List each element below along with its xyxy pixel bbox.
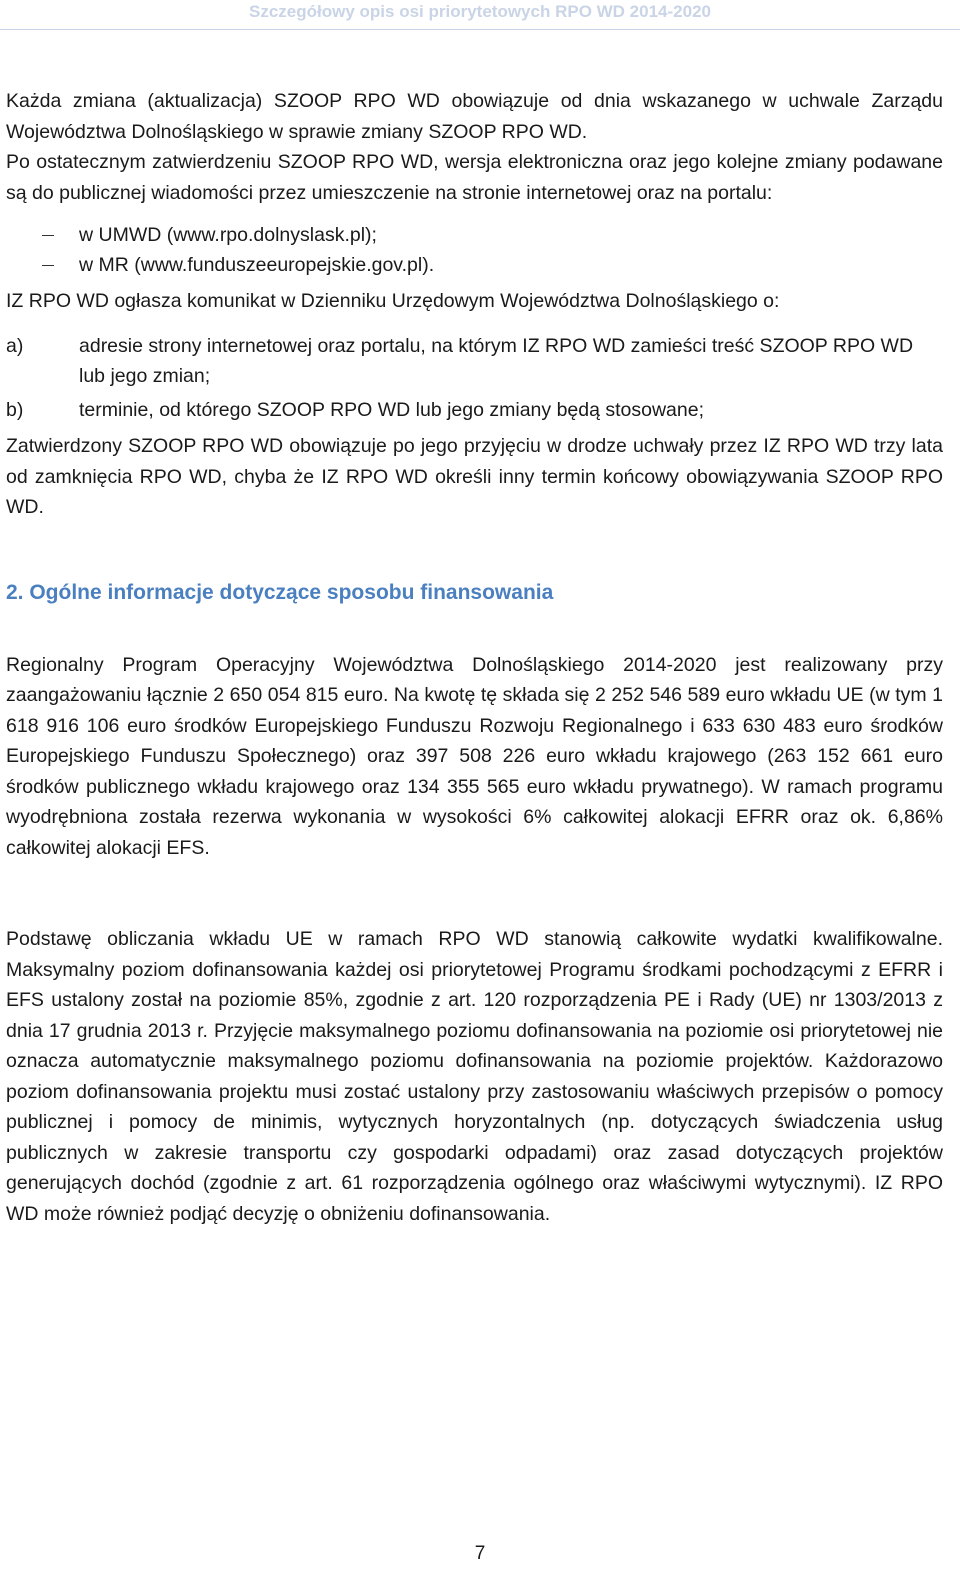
page-body xyxy=(6,86,943,1229)
paragraph-publication: Po ostatecznym zatwierdzeniu SZOOP RPO WD, wersja elektroniczna oraz jego kolejne zmiany podawane są do publicznej wiadomości przez umieszczenie na stronie internetowej oraz na portalu: xyxy=(6,151,943,204)
paragraph-announcement: IZ RPO WD ogłasza komunikat w Dzienniku Urzędowym Województwa Dolnośląskiego o: xyxy=(6,290,780,312)
paragraph-amendment-validity: Każda zmiana (aktualizacja) SZOOP RPO WD obowiązuje od dnia wskazanego w uchwale Zarządu Województwa Dolnośląskiego w sprawie zmiany SZOOP RPO WD. xyxy=(6,90,943,143)
list-item-b xyxy=(6,395,943,426)
list-item-a-text: adresie strony internetowej oraz portalu, na którym IZ RPO WD zamieści treść SZOOP RPO WD lub jego zmian; xyxy=(79,334,914,387)
paragraph-cofinancing-basis: Podstawę obliczania wkładu UE w ramach RPO WD stanowią całkowite wydatki kwalifikowalne. Maksymalny poziom dofinansowania każdej osi priorytetowej Programu środkami pochodzącymi z EFRR i EFS ustalony został na poziomie 85%, zgodnie z art. 120 rozporządzenia PE i Rady (UE) nr 1303/2013 z dnia 17 grudnia 2013 r. Przyjęcie maksymalnego poziomu dofinansowania na poziomie osi priorytetowej nie oznacza automatycznie maksymalnego poziomu dofinansowania na poziomie projektów. Każdorazowo poziom dofinansowania projektu musi zostać ustalony przy zastosowaniu właściwych przepisów o pomocy publicznej i pomocy de minimis, wytycznych horyzontalnych (np. dotyczących świadczenia usług publicznych w zakresie transportu czy gospodarki odpadami) oraz zasad dotyczących projektów generujących dochód (zgodnie z art. 61 rozporządzenia ogólnego oraz właściwymi wytycznymi). IZ RPO WD może również podjąć decyzję o obniżeniu dofinansowania. xyxy=(6,928,943,1225)
paragraph-validity-period: Zatwierdzony SZOOP RPO WD obowiązuje po jego przyjęciu w drodze uchwały przez IZ RPO WD trzy lata od zamknięcia RPO WD, chyba że IZ RPO WD określi inny termin końcowy obowiązywania SZOOP RPO WD. xyxy=(6,435,943,518)
paragraph-program-budget: Regionalny Program Operacyjny Województwa Dolnośląskiego 2014-2020 jest realizowany przy zaangażowaniu łącznie 2 650 054 815 euro. Na kwotę tę składa się 2 252 546 589 euro wkładu UE (w tym 1 618 916 106 euro środków Europejskiego Funduszu Rozwoju Regionalnego i 633 630 483 euro środków Europejskiego Funduszu Społecznego) oraz 397 508 226 euro wkładu krajowego (263 152 661 euro środków publicznego wkładu krajowego oraz 134 355 565 euro wkładu prywatnego). W ramach programu wyodrębniona została rezerwa wykonania w wysokości 6% całkowitej alokacji EFRR oraz ok. 6,86% całkowitej alokacji EFS. xyxy=(6,653,943,859)
paragraph-spacer xyxy=(6,863,943,924)
section-heading-financing: 2. Ogólne informacje dotyczące sposobu finansowania xyxy=(6,580,554,604)
list-item-umwd: w UMWD (www.rpo.dolnyslask.pl); xyxy=(6,220,943,250)
announcement-items-list xyxy=(6,331,943,426)
page-number: 7 xyxy=(474,1543,486,1564)
list-marker-a: a) xyxy=(6,334,24,357)
header-divider xyxy=(0,29,960,30)
list-marker-b: b) xyxy=(6,398,24,421)
publication-sites-list xyxy=(6,220,943,280)
list-item-mr: w MR (www.funduszeeuropejskie.gov.pl). xyxy=(6,250,943,280)
list-item-b-text: terminie, od którego SZOOP RPO WD lub jego zmiany będą stosowane; xyxy=(79,398,705,421)
list-item-a xyxy=(6,331,943,392)
running-header: Szczegółowy opis osi priorytetowych RPO WD 2014-2020 xyxy=(249,2,711,21)
